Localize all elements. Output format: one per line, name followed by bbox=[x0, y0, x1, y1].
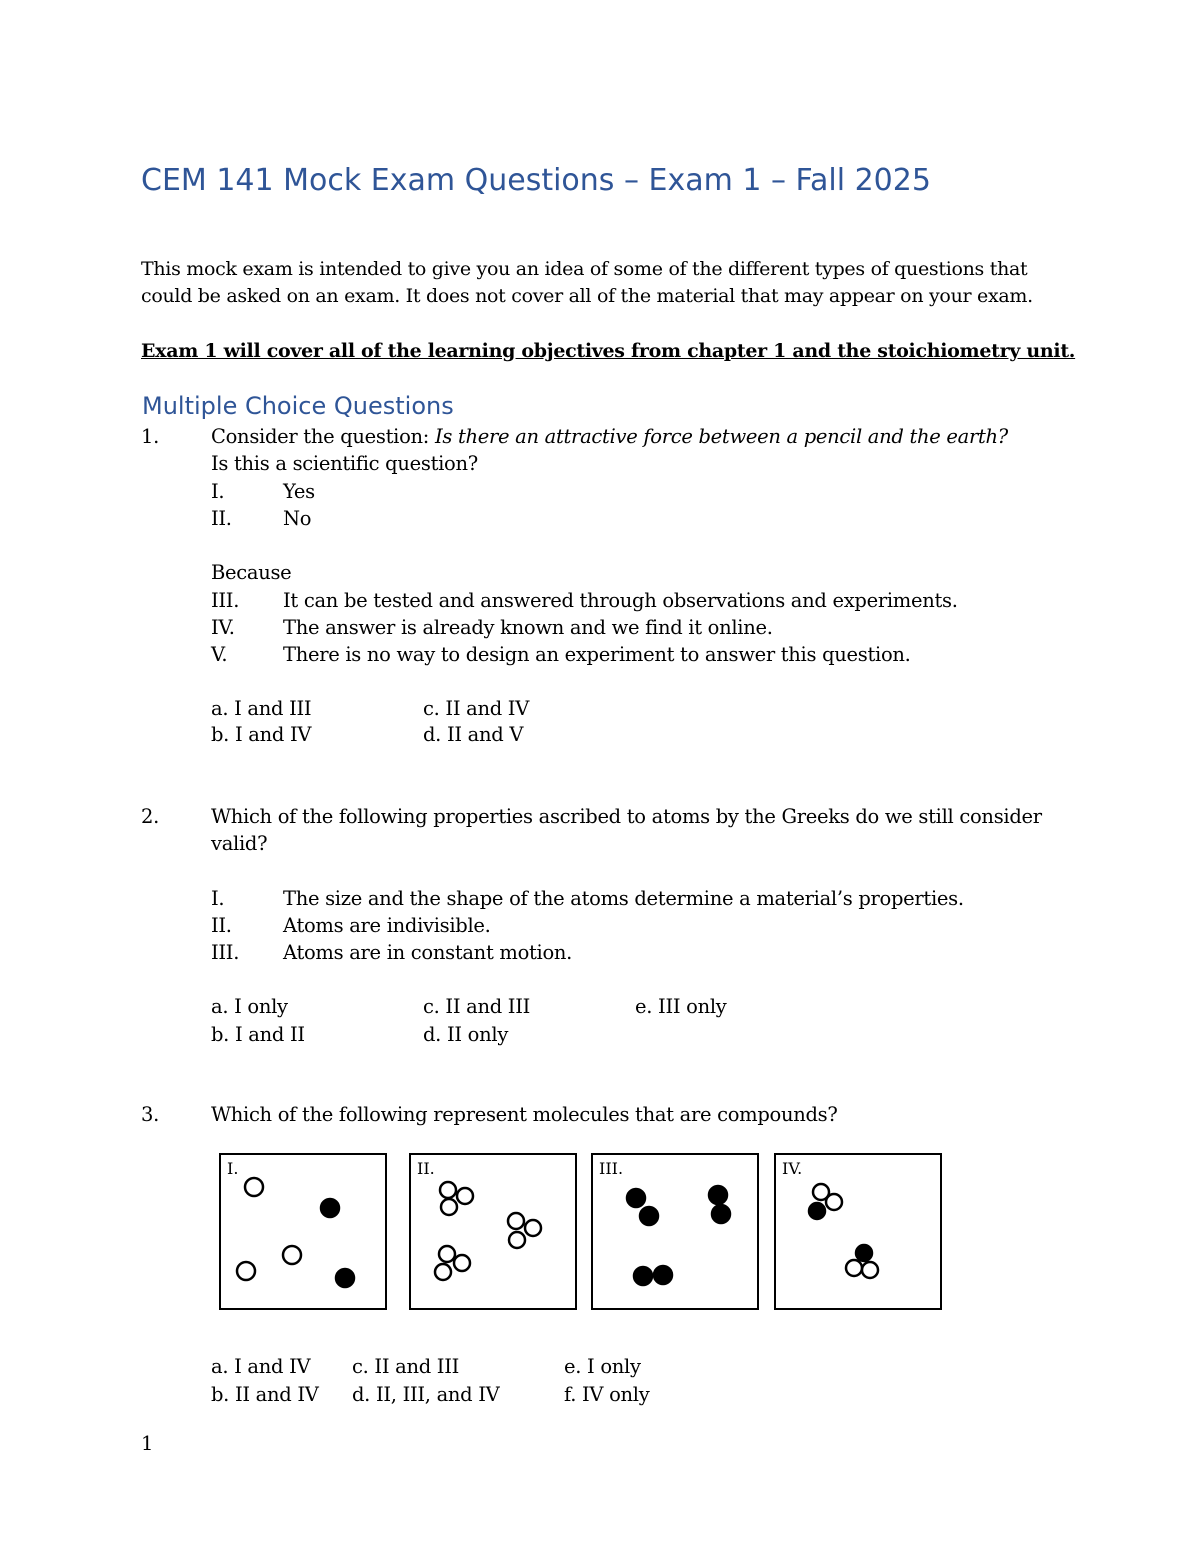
molecule-box-label: IV. bbox=[782, 1159, 803, 1178]
q2-prompt-line-2: valid? bbox=[211, 832, 268, 855]
q1-answer-a: a. I and III bbox=[211, 697, 312, 720]
q2-statement-ii: Atoms are indivisible. bbox=[283, 914, 491, 937]
q2-statement-i: The size and the shape of the atoms determine a material’s properties. bbox=[283, 887, 964, 910]
q3-answer-b: b. II and IV bbox=[211, 1383, 319, 1406]
q1-reason-iv: The answer is already known and we find it online. bbox=[283, 616, 773, 639]
q1-number: 1. bbox=[141, 425, 160, 448]
q1-answer-c: c. II and IV bbox=[423, 697, 529, 720]
q3-answer-d: d. II, III, and IV bbox=[352, 1383, 500, 1406]
q1-numeral-i: I. bbox=[211, 480, 225, 503]
molecule-box-label: II. bbox=[417, 1159, 435, 1178]
intro-line-1: This mock exam is intended to give you an idea of some of the different types of questions that bbox=[141, 258, 1028, 280]
q1-prompt-prefix: Consider the question: bbox=[211, 425, 435, 448]
section-heading: Multiple Choice Questions bbox=[142, 392, 454, 420]
q2-numeral-i: I. bbox=[211, 887, 225, 910]
molecule-box-ii bbox=[409, 1153, 577, 1310]
molecule-diagram-iv bbox=[776, 1155, 940, 1308]
q1-prompt-italic: Is there an attractive force between a pencil and the earth? bbox=[434, 425, 1008, 448]
q3-answer-f: f. IV only bbox=[564, 1383, 650, 1406]
q1-numeral-ii: II. bbox=[211, 507, 232, 530]
page-title: CEM 141 Mock Exam Questions – Exam 1 – Fall 2025 bbox=[141, 163, 931, 198]
q2-number: 2. bbox=[141, 805, 160, 828]
page-number: 1 bbox=[141, 1432, 154, 1455]
molecule-box-i bbox=[219, 1153, 387, 1310]
q1-answer-d: d. II and V bbox=[423, 723, 524, 746]
coverage-note: Exam 1 will cover all of the learning objectives from chapter 1 and the stoichiometry unit. bbox=[141, 340, 1076, 362]
q2-numeral-ii: II. bbox=[211, 914, 232, 937]
molecule-box-iii bbox=[591, 1153, 759, 1310]
molecule-box-label: III. bbox=[599, 1159, 624, 1178]
q1-answer-b: b. I and IV bbox=[211, 723, 312, 746]
q1-numeral-v: V. bbox=[211, 643, 228, 666]
q3-prompt: Which of the following represent molecules that are compounds? bbox=[211, 1103, 838, 1126]
molecule-diagram-i bbox=[221, 1155, 385, 1308]
q1-reason-iii: It can be tested and answered through observations and experiments. bbox=[283, 589, 958, 612]
q2-statement-iii: Atoms are in constant motion. bbox=[283, 941, 573, 964]
molecule-box-label: I. bbox=[227, 1159, 239, 1178]
q2-answer-d: d. II only bbox=[423, 1023, 509, 1046]
q1-reason-v: There is no way to design an experiment to answer this question. bbox=[283, 643, 911, 666]
q3-number: 3. bbox=[141, 1103, 160, 1126]
q2-answer-a: a. I only bbox=[211, 995, 288, 1018]
q3-answer-c: c. II and III bbox=[352, 1355, 459, 1378]
intro-line-2: could be asked on an exam. It does not cover all of the material that may appear on your exam. bbox=[141, 285, 1033, 307]
molecule-diagram-iii bbox=[593, 1155, 757, 1308]
q1-numeral-iii: III. bbox=[211, 589, 240, 612]
q2-answer-b: b. I and II bbox=[211, 1023, 305, 1046]
q3-answer-a: a. I and IV bbox=[211, 1355, 311, 1378]
q2-answer-c: c. II and III bbox=[423, 995, 530, 1018]
q2-answer-e: e. III only bbox=[635, 995, 727, 1018]
molecule-diagram-ii bbox=[411, 1155, 575, 1308]
q1-because: Because bbox=[211, 561, 292, 584]
q1-choice-no: No bbox=[283, 507, 312, 530]
q1-choice-yes: Yes bbox=[283, 480, 315, 503]
q1-numeral-iv: IV. bbox=[211, 616, 235, 639]
q3-answer-e: e. I only bbox=[564, 1355, 641, 1378]
q1-prompt-line-2: Is this a scientific question? bbox=[211, 452, 478, 475]
q2-prompt-line-1: Which of the following properties ascribed to atoms by the Greeks do we still consider bbox=[211, 805, 1042, 828]
q2-numeral-iii: III. bbox=[211, 941, 240, 964]
molecule-box-iv bbox=[774, 1153, 942, 1310]
q1-prompt bbox=[211, 425, 1008, 448]
